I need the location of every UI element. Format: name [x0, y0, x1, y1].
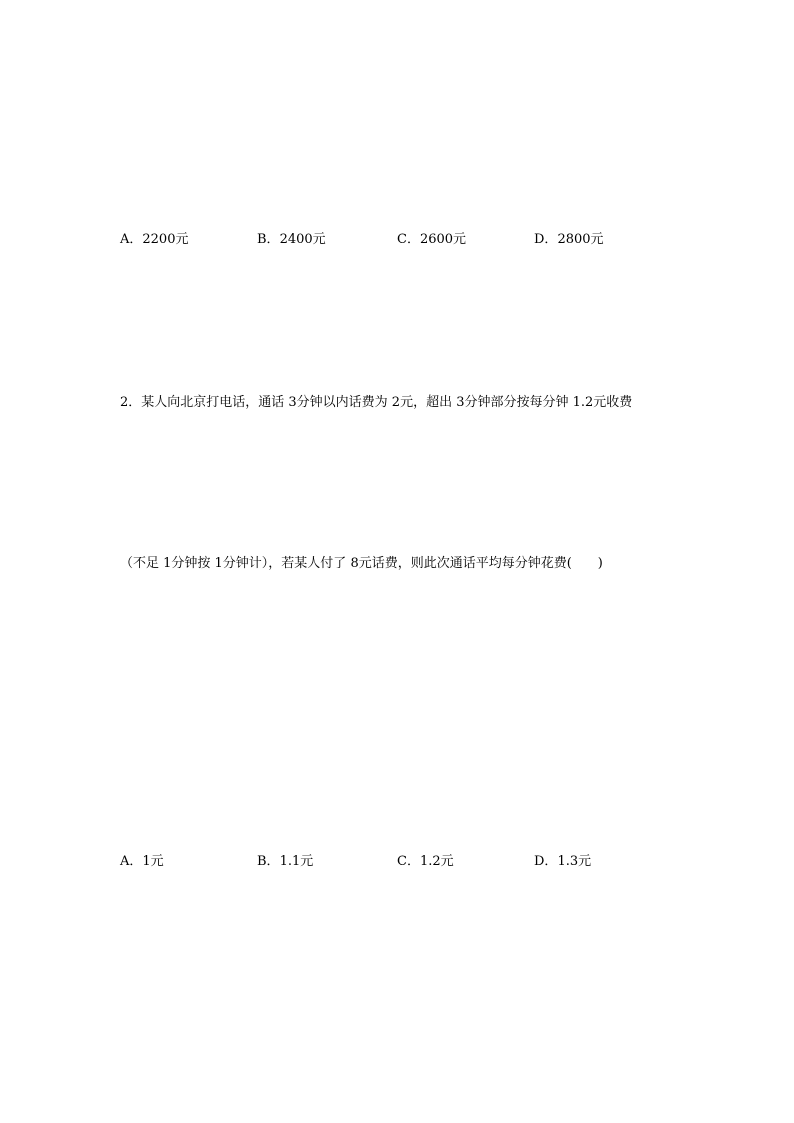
option-letter: B．	[257, 854, 280, 869]
option-letter: C．	[397, 854, 420, 869]
question-2-stem-line-1: 2．某人向北京打电话，通话 3分钟以内话费为 2元，超出 3分钟部分按每分钟 1.2元收费	[120, 395, 633, 410]
option-letter: B．	[257, 232, 280, 247]
option-text: 1元	[142, 854, 164, 869]
question-2-stem-line-2: （不足 1分钟按 1分钟计），若某人付了 8元话费，则此次通话平均每分钟花费( )	[120, 556, 603, 571]
option-b	[257, 854, 313, 870]
option-a	[120, 854, 164, 870]
option-d	[534, 854, 591, 870]
option-letter: D．	[534, 232, 558, 247]
option-text: 1.3元	[557, 854, 592, 869]
option-letter: A．	[120, 232, 143, 247]
option-letter: A．	[120, 854, 143, 869]
option-c	[397, 854, 454, 870]
option-b	[257, 232, 326, 248]
option-text: 2600元	[419, 232, 467, 247]
option-a	[120, 232, 188, 248]
option-text: 2200元	[142, 232, 189, 247]
option-letter: D．	[534, 854, 558, 869]
option-d	[534, 232, 604, 248]
option-letter: C．	[397, 232, 420, 247]
option-text: 1.1元	[279, 854, 314, 869]
option-text: 1.2元	[419, 854, 454, 869]
option-c	[397, 232, 466, 248]
option-text: 2800元	[557, 232, 604, 247]
option-text: 2400元	[279, 232, 326, 247]
